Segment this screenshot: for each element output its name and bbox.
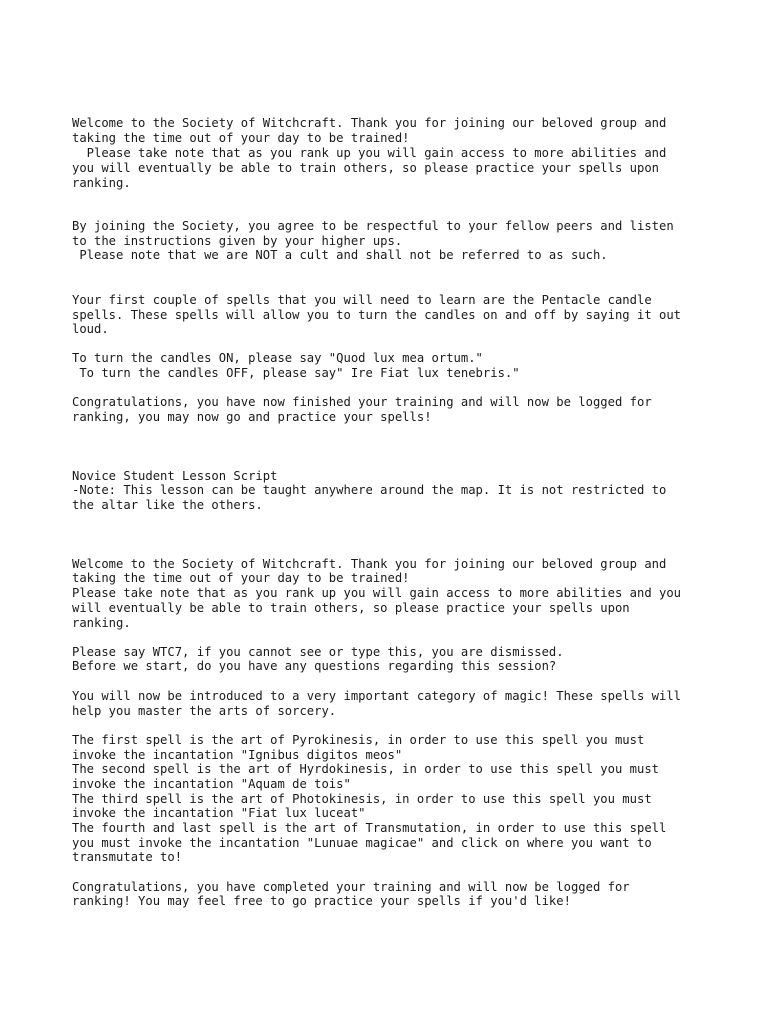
text-line: loud. xyxy=(72,322,109,336)
text-line: The third spell is the art of Photokinesis, in order to use this spell you must xyxy=(72,792,652,806)
text-line: Welcome to the Society of Witchcraft. Thank you for joining our beloved group and xyxy=(72,557,667,571)
text-line: To turn the candles OFF, please say" Ire Fiat lux tenebris." xyxy=(72,366,520,380)
text-line: will eventually be able to train others, so please practice your spells upon xyxy=(72,601,630,615)
text-line: ranking, you may now go and practice your spells! xyxy=(72,410,432,424)
text-line: Congratulations, you have completed your training and will now be logged for xyxy=(72,880,630,894)
text-line: ranking. xyxy=(72,616,131,630)
text-line: Your first couple of spells that you will need to learn are the Pentacle candle xyxy=(72,293,652,307)
text-line: ranking. xyxy=(72,176,131,190)
text-line: Please say WTC7, if you cannot see or type this, you are dismissed. xyxy=(72,645,564,659)
text-line: Please take note that as you rank up you will gain access to more abilities and you xyxy=(72,586,682,600)
text-line: invoke the incantation "Fiat lux luceat" xyxy=(72,806,366,820)
text-line: ranking! You may feel free to go practice your spells if you'd like! xyxy=(72,894,571,908)
text-line: help you master the arts of sorcery. xyxy=(72,704,337,718)
text-line: The first spell is the art of Pyrokinesis, in order to use this spell you must xyxy=(72,733,645,747)
text-line: you will eventually be able to train others, so please practice your spells upon xyxy=(72,161,659,175)
text-line: taking the time out of your day to be trained! xyxy=(72,131,410,145)
text-line: taking the time out of your day to be trained! xyxy=(72,571,410,585)
section-heading: Novice Student Lesson Script xyxy=(72,469,278,483)
text-line: Before we start, do you have any questions regarding this session? xyxy=(72,659,557,673)
text-line: By joining the Society, you agree to be respectful to your fellow peers and listen xyxy=(72,219,674,233)
text-line: To turn the candles ON, please say "Quod lux mea ortum." xyxy=(72,351,483,365)
text-line: invoke the incantation "Ignibus digitos meos" xyxy=(72,748,403,762)
text-line: -Note: This lesson can be taught anywhere around the map. It is not restricted to xyxy=(72,483,667,497)
text-line: You will now be introduced to a very important category of magic! These spells will xyxy=(72,689,682,703)
text-line: Please take note that as you rank up you will gain access to more abilities and xyxy=(72,146,667,160)
text-line: Please note that we are NOT a cult and shall not be referred to as such. xyxy=(72,248,608,262)
text-line: The second spell is the art of Hyrdokinesis, in order to use this spell you must xyxy=(72,762,659,776)
text-line: the altar like the others. xyxy=(72,498,263,512)
text-line: Congratulations, you have now finished your training and will now be logged for xyxy=(72,395,652,409)
text-line: invoke the incantation "Aquam de tois" xyxy=(72,777,351,791)
text-line: The fourth and last spell is the art of Transmutation, in order to use this spell xyxy=(72,821,667,835)
text-line: to the instructions given by your higher ups. xyxy=(72,234,403,248)
text-line: you must invoke the incantation "Lunuae magicae" and click on where you want to xyxy=(72,836,652,850)
text-line: transmutate to! xyxy=(72,850,183,864)
text-line: Welcome to the Society of Witchcraft. Thank you for joining our beloved group and xyxy=(72,116,667,130)
text-line: spells. These spells will allow you to turn the candles on and off by saying it out xyxy=(72,308,682,322)
